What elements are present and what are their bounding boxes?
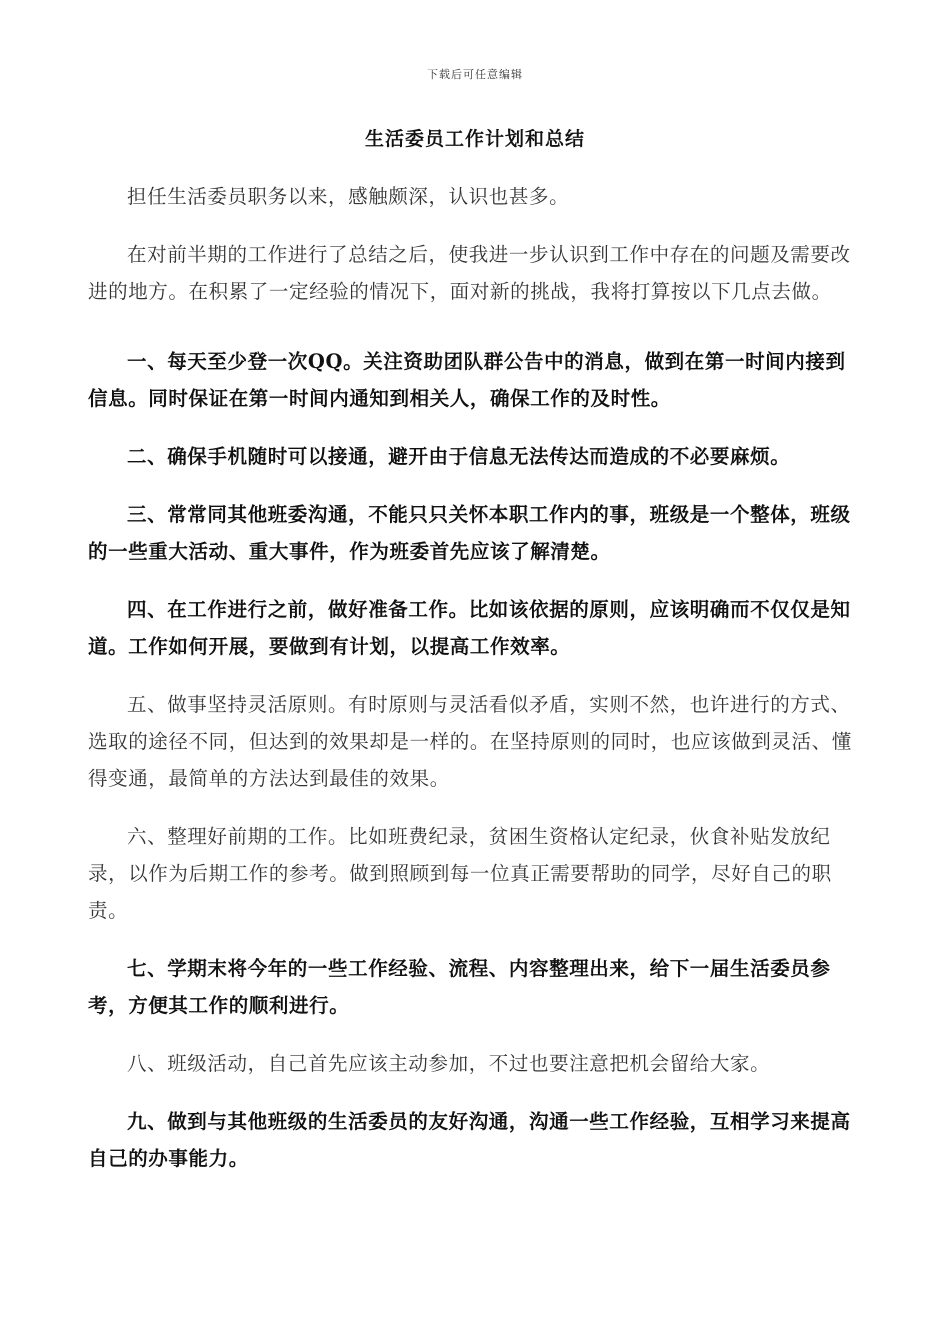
paragraph-item-1: 一、每天至少登一次QQ。关注资助团队群公告中的消息，做到在第一时间内接到信息。同时保证在第一时间内通知到相关人，确保工作的及时性。 bbox=[88, 350, 846, 410]
paragraph-item-9: 九、做到与其他班级的生活委员的友好沟通，沟通一些工作经验，互相学习来提高自己的办事能力。 bbox=[88, 1110, 851, 1170]
paragraph-intro: 担任生活委员职务以来，感触颇深，认识也甚多。 bbox=[127, 185, 570, 208]
paragraph-item-5: 五、做事坚持灵活原则。有时原则与灵活看似矛盾，实则不然，也许进行的方式、选取的途径不同，但达到的效果却是一样的。在坚持原则的同时，也应该做到灵活、懂得变通，最简单的方法达到最佳的效果。 bbox=[88, 693, 852, 790]
paragraph-item-4: 四、在工作进行之前，做好准备工作。比如该依据的原则，应该明确而不仅仅是知道。工作如何开展，要做到有计划，以提高工作效率。 bbox=[88, 598, 851, 658]
paragraph-item-2: 二、确保手机随时可以接通，避开由于信息无法传达而造成的不必要麻烦。 bbox=[127, 445, 791, 468]
paragraph-item-6: 六、整理好前期的工作。比如班费纪录，贫困生资格认定纪录，伙食补贴发放纪录，以作为后期工作的参考。做到照顾到每一位真正需要帮助的同学，尽好自己的职责。 bbox=[88, 825, 832, 922]
paragraph-item-3: 三、常常同其他班委沟通，不能只只关怀本职工作内的事，班级是一个整体，班级的一些重大活动、重大事件，作为班委首先应该了解清楚。 bbox=[88, 503, 851, 563]
paragraph-item-8: 八、班级活动，自己首先应该主动参加，不过也要注意把机会留给大家。 bbox=[127, 1052, 771, 1075]
header-note: 下载后可任意编辑 bbox=[427, 68, 523, 81]
paragraph-summary: 在对前半期的工作进行了总结之后，使我进一步认识到工作中存在的问题及需要改进的地方。在积累了一定经验的情况下，面对新的挑战，我将打算按以下几点去做。 bbox=[88, 243, 851, 303]
paragraph-item-7: 七、学期末将今年的一些工作经验、流程、内容整理出来，给下一届生活委员参考，方便其工作的顺利进行。 bbox=[88, 957, 831, 1017]
document-title: 生活委员工作计划和总结 bbox=[364, 128, 585, 150]
document-body bbox=[88, 178, 858, 1177]
